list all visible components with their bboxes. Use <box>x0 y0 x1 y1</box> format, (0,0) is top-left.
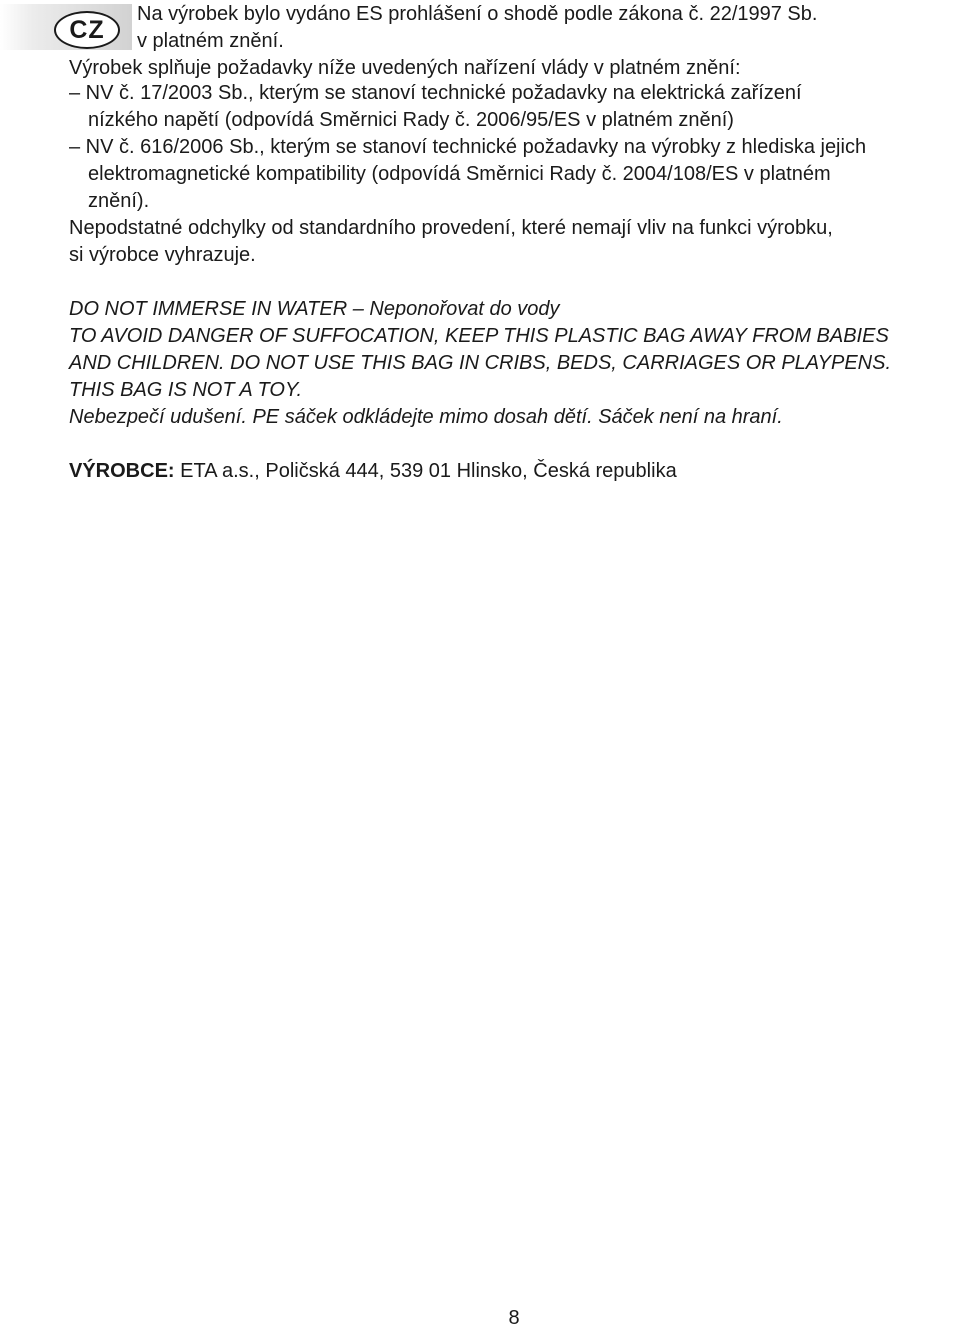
language-tab <box>0 4 132 50</box>
manufacturer-line <box>69 458 677 485</box>
warning-czech: Nebezpečí udušení. PE sáček odkládejte mimo dosah dětí. Sáček není na hraní. <box>69 406 783 428</box>
page-number: 8 <box>508 1307 520 1329</box>
requirement-item-2: – NV č. 616/2006 Sb., kterým se stanoví technické požadavky na výrobky z hlediska jejich <box>69 136 867 158</box>
requirements-intro: Výrobek splňuje požadavky níže uvedených nařízení vlády v platném znění: <box>69 57 741 79</box>
requirement-item-1: – NV č. 17/2003 Sb., kterým se stanoví technické požadavky na elektrická zařízení <box>69 82 802 104</box>
disclaimer-line-2: si výrobce vyhrazuje. <box>69 244 256 266</box>
warning-water: DO NOT IMMERSE IN WATER – Neponořovat do vody <box>69 298 560 320</box>
requirement-item-1-cont: nízkého napětí (odpovídá Směrnici Rady č. 2006/95/ES v platném znění) <box>88 109 734 131</box>
warning-not-toy: THIS BAG IS NOT A TOY. <box>69 379 303 401</box>
requirement-item-2-cont: elektromagnetické kompatibility (odpovídá Směrnici Rady č. 2004/108/ES v platném <box>88 163 831 185</box>
disclaimer-line-1: Nepodstatné odchylky od standardního provedení, které nemají vliv na funkci výrobku, <box>69 217 833 239</box>
declaration-line-1: Na výrobek bylo vydáno ES prohlášení o shodě podle zákona č. 22/1997 Sb. <box>137 3 818 25</box>
warning-suffocation-1: TO AVOID DANGER OF SUFFOCATION, KEEP THIS PLASTIC BAG AWAY FROM BABIES <box>69 325 889 347</box>
declaration-line-2: v platném znění. <box>137 30 284 52</box>
warning-suffocation-2: AND CHILDREN. DO NOT USE THIS BAG IN CRIBS, BEDS, CARRIAGES OR PLAYPENS. <box>69 352 892 374</box>
manufacturer-label: VÝROBCE: <box>69 460 175 482</box>
language-badge: CZ <box>54 11 120 49</box>
requirement-item-2-cont-2: znění). <box>88 190 150 212</box>
manufacturer-value: ETA a.s., Poličská 444, 539 01 Hlinsko, Česká republika <box>174 460 677 482</box>
